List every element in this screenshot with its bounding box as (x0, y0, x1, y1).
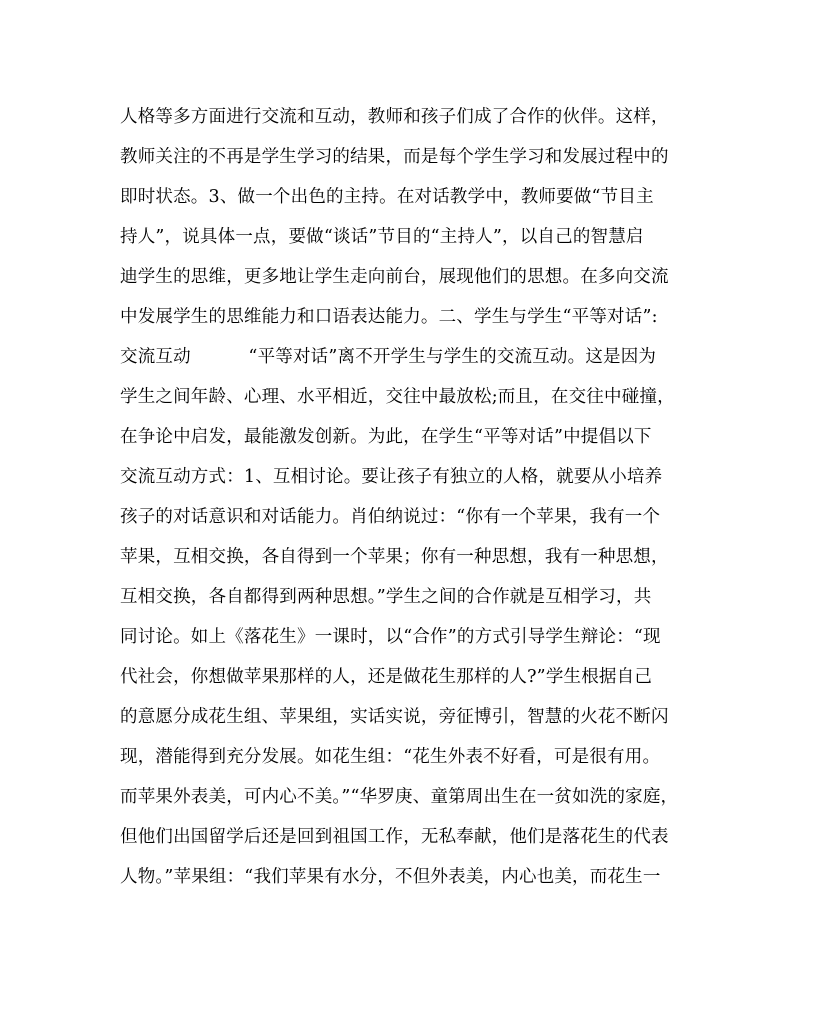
text-line-9: 在争论中启发，最能激发创新。为此，在学生“平等对话”中提倡以下 (120, 427, 652, 447)
text-line-14: 同讨论。如上《落花生》一课时，以“合作”的方式引导学生辩论：“现 (120, 627, 661, 647)
text-line-2: 教师关注的不再是学生学习的结果，而是每个学生学习和发展过程中的 (120, 147, 669, 167)
text-line-3: 即时状态。3、做一个出色的主持。在对话教学中，教师要做“节目主 (120, 187, 654, 207)
text-line-1: 人格等多方面进行交流和互动，教师和孩子们成了合作的伙伴。这样， (120, 107, 669, 127)
text-line-20: 人物。”苹果组：“我们苹果有水分，不但外表美，内心也美，而花生一 (120, 867, 661, 887)
text-line-10: 交流互动方式：1、互相讨论。要让孩子有独立的人格，就要从小培养 (120, 467, 663, 487)
text-line-8: 学生之间年龄、心理、水平相近，交往中最放松;而且，在交往中碰撞， (120, 387, 675, 407)
text-line-5: 迪学生的思维，更多地让学生走向前台，展现他们的思想。在多向交流 (120, 267, 669, 287)
text-line-15: 代社会，你想做苹果那样的人，还是做花生那样的人?”学生根据自己 (120, 667, 653, 687)
text-line-16: 的意愿分成花生组、苹果组，实话实说，旁征博引，智慧的火花不断闪 (120, 707, 669, 727)
text-line-11: 孩子的对话意识和对话能力。肖伯纳说过：“你有一个苹果，我有一个 (120, 507, 661, 527)
text-line-13: 互相交换，各自都得到两种思想。”学生之间的合作就是互相学习，共 (120, 587, 652, 607)
text-line-7: 交流互动 “平等对话”离不开学生与学生的交流互动。这是因为 (120, 347, 657, 367)
text-line-18: 而苹果外表美，可内心不美。”“华罗庚、童第周出生在一贫如洗的家庭， (120, 787, 679, 807)
text-line-6: 中发展学生的思维能力和口语表达能力。二、学生与学生“平等对话”: (120, 307, 658, 327)
text-line-12: 苹果，互相交换，各自得到一个苹果；你有一种思想，我有一种思想， (120, 547, 669, 567)
text-line-4: 持人”，说具体一点，要做“谈话”节目的“主持人”，以自己的智慧启 (120, 227, 644, 247)
text-line-17: 现，潜能得到充分发展。如花生组：“花生外表不好看，可是很有用。 (120, 747, 661, 767)
text-line-19: 但他们出国留学后还是回到祖国工作，无私奉献，他们是落花生的代表 (120, 827, 669, 847)
